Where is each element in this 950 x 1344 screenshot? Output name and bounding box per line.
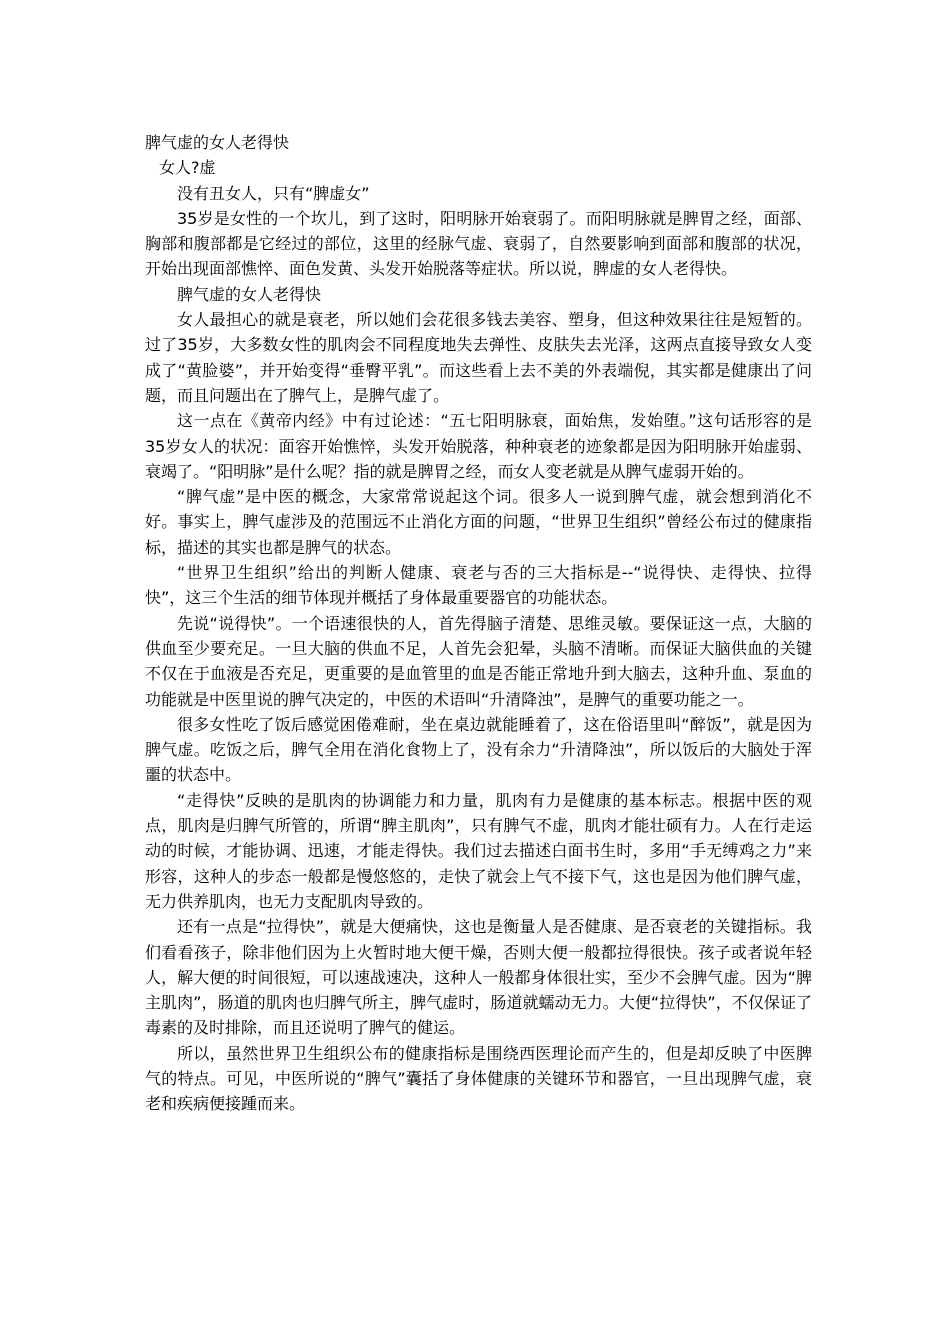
paragraph: 这一点在《黄帝内经》中有过论述：“五七阳明脉衰，面始焦，发始堕。”这句话形容的是35岁女人的状况：面容开始憔悴，头发开始脱落，种种衰老的迹象都是因为阳明脉开始虚弱、衰竭了。“阳明脉”是什么呢？指的就是脾胃之经，而女人变老就是从脾气虚弱开始的。: [145, 411, 812, 481]
paragraph: 所以，虽然世界卫生组织公布的健康指标是围绕西医理论而产生的，但是却反映了中医脾气的特点。可见，中医所说的“脾气”囊括了身体健康的关键环节和器官，一旦出现脾气虚，衰老和疾病便接踵而来。: [145, 1043, 812, 1114]
paragraph: 35岁是女性的一个坎儿，到了这时，阳明脉开始衰弱了。而阳明脉就是脾胃之经，面部、胸部和腹部都是它经过的部位，这里的经脉气虚、衰弱了，自然要影响到面部和腹部的状况，开始出现面部憔悴、面色发黄、头发开始脱落等症状。所以说，脾虚的女人老得快。: [145, 208, 812, 279]
paragraph: “走得快”反映的是肌肉的协调能力和力量，肌肉有力是健康的基本标志。根据中医的观点，肌肉是归脾气所管的，所谓“脾主肌肉”，只有脾气不虚，肌肉才能壮硕有力。人在行走运动的时候，才能协调、迅速，才能走得快。我们过去描述白面书生时，多用“手无缚鸡之力”来形容，这种人的步态一般都是慢悠悠的，走快了就会上气不接下气，这也是因为他们脾气虚，无力供养肌肉，也无力支配肌肉导致的。: [145, 790, 812, 911]
paragraph: 女人最担心的就是衰老，所以她们会花很多钱去美容、塑身，但这种效果往往是短暂的。过了35岁，大多数女性的肌肉会不同程度地失去弹性、皮肤失去光泽，这两点直接导致女人变成了“黄脸婆”，并开始变得“垂臀平乳”。而这些看上去不美的外表端倪，其实都是健康出了问题，而且问题出在了脾气上，是脾气虚了。: [145, 310, 812, 405]
paragraph: 没有丑女人，只有“脾虚女”: [177, 183, 370, 203]
paragraph: 很多女性吃了饭后感觉困倦难耐，坐在桌边就能睡着了，这在俗语里叫“醉饭”，就是因为脾气虚。吃饭之后，脾气全用在消化食物上了，没有余力“升清降浊”，所以饭后的大脑处于浑噩的状态中。: [145, 714, 812, 785]
paragraph: 先说“说得快”。一个语速很快的人，首先得脑子清楚、思维灵敏。要保证这一点，大脑的供血至少要充足。一旦大脑的供血不足，人首先会犯晕，头脑不清晰。而保证大脑供血的关键不仅在于血液是否充足，更重要的是血管里的血是否能正常地升到大脑去，这种升血、泵血的功能就是中医里说的脾气决定的，中医的术语叫“升清降浊”，是脾气的重要功能之一。: [145, 613, 812, 709]
paragraph: “脾气虚”是中医的概念，大家常常说起这个词。很多人一说到脾气虚，就会想到消化不好。事实上，脾气虚涉及的范围远不止消化方面的问题，“世界卫生组织”曾经公布过的健康指标，描述的其实也都是脾气的状态。: [145, 487, 812, 557]
document-title: 脾气虚的女人老得快: [145, 133, 290, 152]
document-subtitle: 女人?虚: [159, 158, 216, 178]
section-heading: 脾气虚的女人老得快: [177, 284, 322, 304]
paragraph: “世界卫生组织”给出的判断人健康、衰老与否的三大指标是--“说得快、走得快、拉得快”，这三个生活的细节体现并概括了身体最重要器官的功能状态。: [145, 563, 812, 608]
paragraph: 还有一点是“拉得快”，就是大便痛快，这也是衡量人是否健康、是否衰老的关键指标。我们看看孩子，除非他们因为上火暂时地大便干燥，否则大便一般都拉得很快。孩子或者说年轻人，解大便的时间很短，可以速战速决，这种人一般都身体很壮实，至少不会脾气虚。因为“脾主肌肉”，肠道的肌肉也归脾气所主，脾气虚时，肠道就蠕动无力。大便“拉得快”，不仅保证了毒素的及时排除，而且还说明了脾气的健运。: [145, 917, 812, 1038]
document-body: [145, 130, 812, 1117]
